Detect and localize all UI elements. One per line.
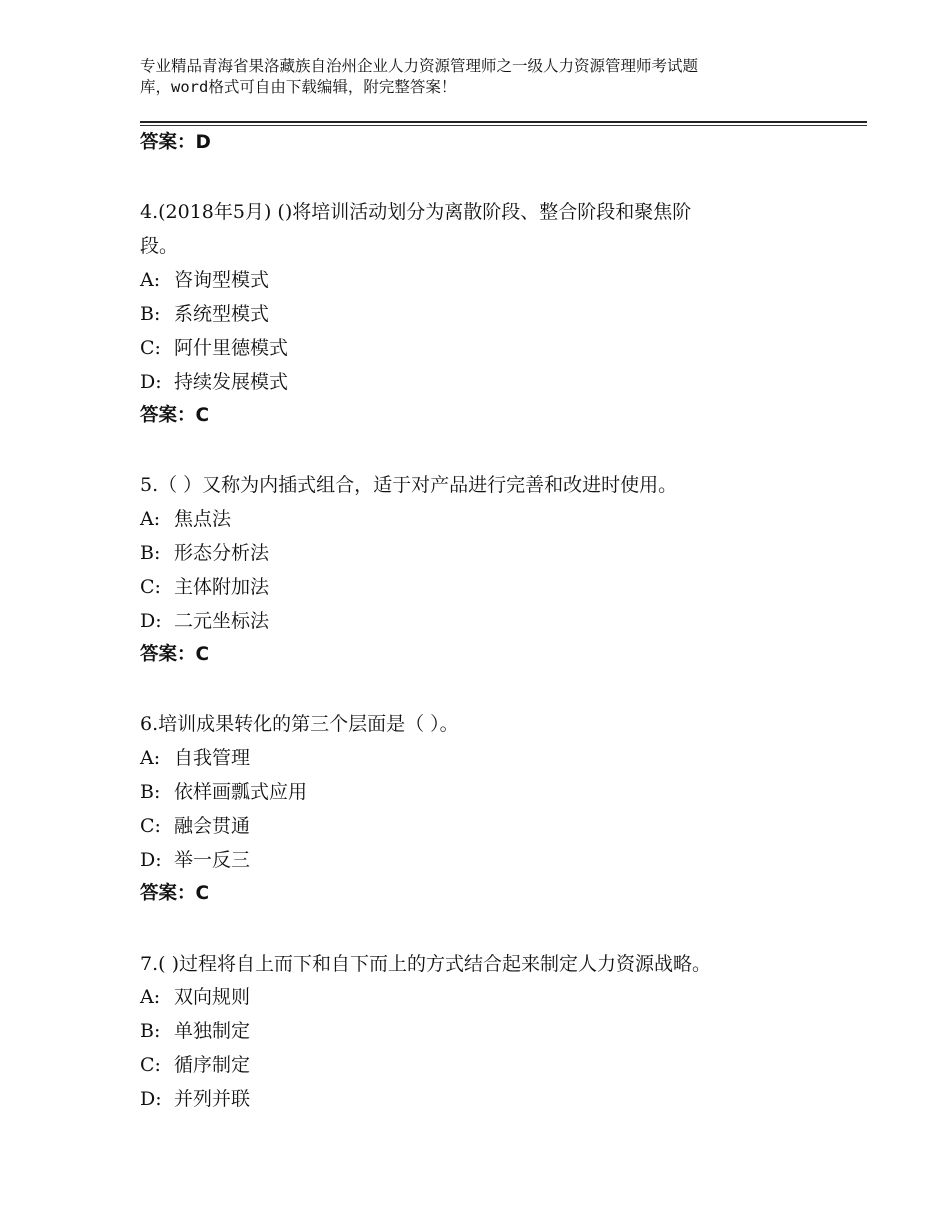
header-divider-thick bbox=[140, 121, 867, 123]
option-text: 持续发展模式 bbox=[174, 371, 289, 393]
option-letter: C: bbox=[140, 576, 161, 598]
header-line-2: 库，word格式可自由下载编辑，附完整答案！ bbox=[140, 78, 457, 96]
question-4-option-b bbox=[140, 302, 269, 326]
answer-q4: 答案：C bbox=[140, 405, 210, 426]
answer-q5: 答案：C bbox=[140, 644, 210, 665]
answer-q6: 答案：C bbox=[140, 883, 210, 904]
option-letter: A: bbox=[140, 269, 161, 291]
option-text: 循序制定 bbox=[174, 1054, 251, 1076]
option-letter: D: bbox=[140, 371, 162, 393]
question-5-option-b bbox=[140, 541, 269, 565]
option-text: 并列并联 bbox=[174, 1088, 251, 1110]
header-line-1: 专业精品青海省果洛藏族自治州企业人力资源管理师之一级人力资源管理师考试题 bbox=[140, 57, 699, 75]
option-text: 双向规则 bbox=[174, 986, 251, 1008]
question-4-option-a bbox=[140, 268, 269, 292]
option-text: 二元坐标法 bbox=[174, 610, 270, 632]
option-letter: D: bbox=[140, 849, 162, 871]
question-7-option-b bbox=[140, 1019, 250, 1043]
option-letter: B: bbox=[140, 303, 161, 325]
option-text: 咨询型模式 bbox=[174, 269, 270, 291]
question-4-stem-line-1: 4.(2018年5月) ()将培训活动划分为离散阶段、整合阶段和聚焦阶 bbox=[140, 201, 692, 223]
option-text: 焦点法 bbox=[174, 508, 232, 530]
option-letter: B: bbox=[140, 781, 161, 803]
question-6-option-a bbox=[140, 746, 250, 770]
option-letter: D: bbox=[140, 1088, 162, 1110]
option-text: 单独制定 bbox=[174, 1020, 251, 1042]
option-text: 主体附加法 bbox=[174, 576, 270, 598]
answer-q3: 答案：D bbox=[140, 132, 211, 153]
question-7-option-d bbox=[140, 1087, 250, 1111]
option-letter: C: bbox=[140, 1054, 161, 1076]
option-letter: A: bbox=[140, 508, 161, 530]
option-text: 依样画瓢式应用 bbox=[174, 781, 308, 803]
question-5-stem: 5.（ ）又称为内插式组合，适于对产品进行完善和改进时使用。 bbox=[140, 474, 678, 496]
question-7-option-a bbox=[140, 985, 250, 1009]
question-5-option-a bbox=[140, 507, 231, 531]
option-letter: A: bbox=[140, 986, 161, 1008]
question-7-option-c bbox=[140, 1053, 250, 1077]
question-6-stem: 6.培训成果转化的第三个层面是（ ）。 bbox=[140, 713, 459, 735]
option-letter: D: bbox=[140, 610, 162, 632]
option-letter: A: bbox=[140, 747, 161, 769]
question-6-option-b bbox=[140, 780, 307, 804]
option-letter: B: bbox=[140, 1020, 161, 1042]
option-text: 融会贯通 bbox=[174, 815, 251, 837]
question-7-stem: 7.( )过程将自上而下和自下而上的方式结合起来制定人力资源战略。 bbox=[140, 953, 711, 975]
option-text: 举一反三 bbox=[174, 849, 251, 871]
option-text: 阿什里德模式 bbox=[174, 337, 289, 359]
option-letter: C: bbox=[140, 815, 161, 837]
option-text: 形态分析法 bbox=[174, 542, 270, 564]
option-text: 系统型模式 bbox=[174, 303, 270, 325]
document-header bbox=[140, 56, 830, 98]
question-4-option-c bbox=[140, 336, 288, 360]
question-6-option-c bbox=[140, 814, 250, 838]
question-5-option-d bbox=[140, 609, 269, 633]
option-text: 自我管理 bbox=[174, 747, 251, 769]
option-letter: B: bbox=[140, 542, 161, 564]
question-4-stem-line-2: 段。 bbox=[140, 235, 179, 257]
question-6-option-d bbox=[140, 848, 250, 872]
header-divider-thin bbox=[140, 125, 867, 126]
question-4-option-d bbox=[140, 370, 288, 394]
option-letter: C: bbox=[140, 337, 161, 359]
question-5-option-c bbox=[140, 575, 269, 599]
